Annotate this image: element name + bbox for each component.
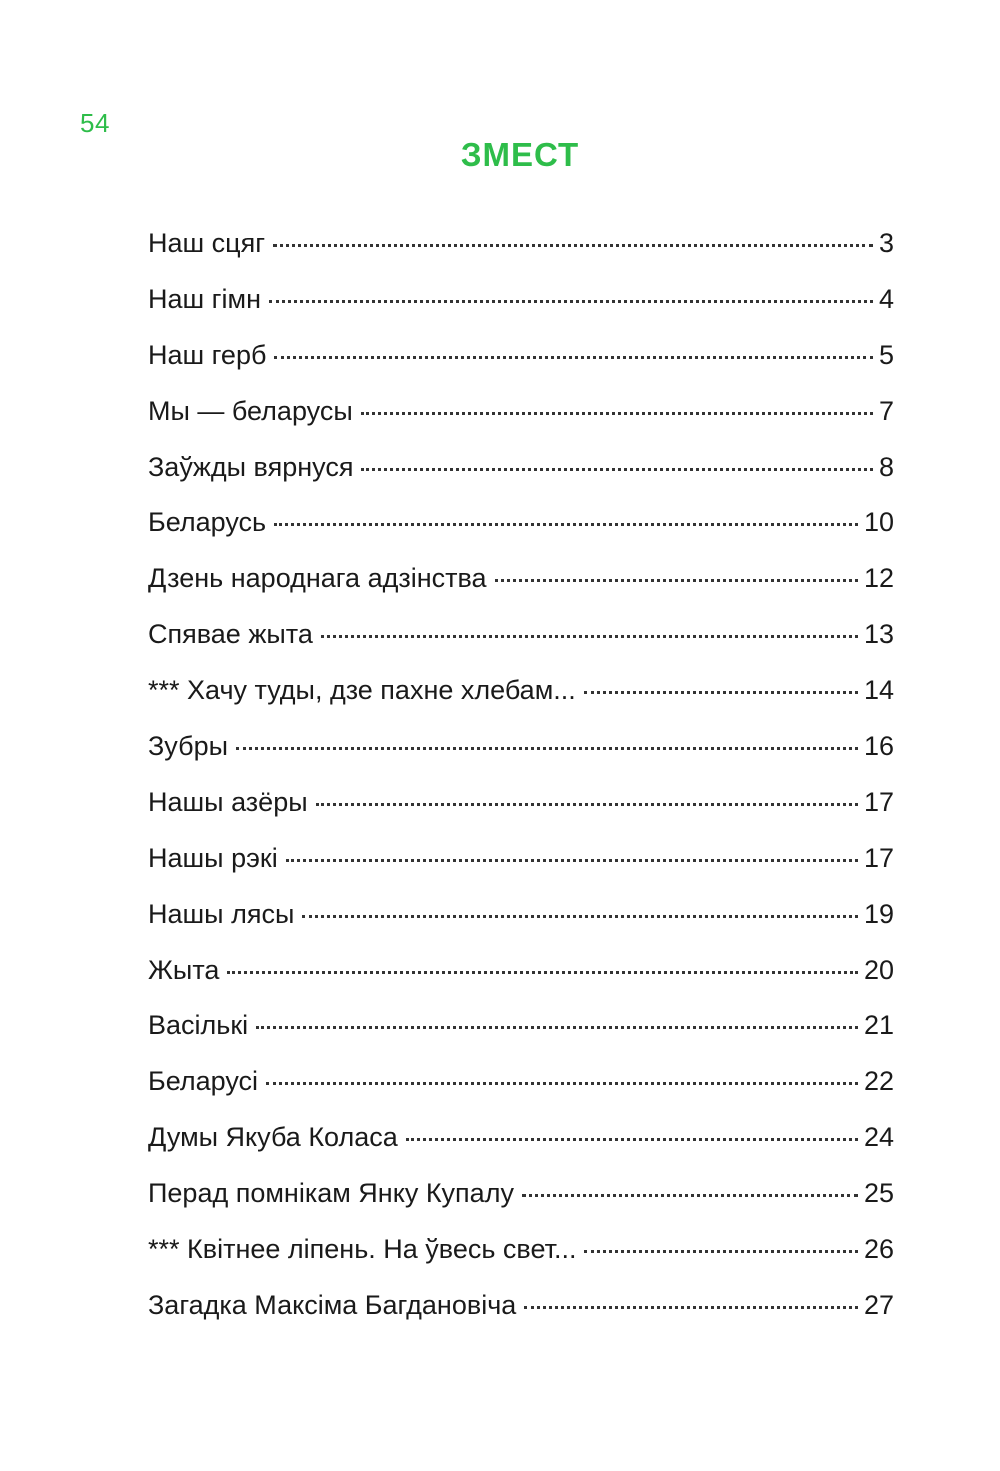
toc-entry-title: Загадка Максіма Багдановіча [148, 1289, 517, 1320]
toc-entry-page: 3 [878, 228, 894, 258]
toc-entry[interactable] [148, 276, 894, 332]
dot-leader [227, 971, 858, 974]
dot-leader [266, 1082, 858, 1085]
toc-entry-title: Зубры [148, 731, 228, 762]
toc-entry-title: Васількі [148, 1010, 249, 1041]
toc-entry-page: 17 [863, 786, 894, 817]
toc-entry-page: 22 [863, 1066, 894, 1097]
toc-entry-page: 17 [863, 842, 894, 873]
toc-entry-page: 8 [878, 451, 894, 482]
toc-entry[interactable] [148, 444, 894, 500]
toc-entry-title: Нашы азёры [148, 786, 308, 817]
toc-entry[interactable] [148, 388, 894, 444]
toc-entry[interactable] [148, 332, 894, 388]
toc-entry-title: Мы — беларусы [148, 395, 353, 426]
toc-entry-title: *** Хачу туды, дзе пахне хлебам... [148, 675, 576, 706]
toc-entry[interactable] [148, 723, 894, 779]
toc-entry[interactable] [148, 1170, 894, 1226]
toc-entry-page: 5 [878, 339, 894, 370]
toc-entry-title: Наш сцяг [148, 228, 266, 258]
toc-entry-page: 20 [863, 954, 894, 985]
dot-leader [321, 635, 858, 638]
toc-entry-title: Дзень народнага адзінства [148, 563, 487, 594]
toc-entry-title: *** Квітнее ліпень. На ўвесь свет... [148, 1234, 577, 1265]
dot-leader [316, 803, 858, 806]
toc-entry-page: 25 [863, 1178, 894, 1209]
dot-leader [269, 300, 873, 303]
toc-entry[interactable] [148, 1058, 894, 1114]
toc-entry[interactable] [148, 1226, 894, 1282]
dot-leader [274, 356, 873, 359]
dot-leader [274, 523, 858, 526]
toc-entry-title: Нашы рэкі [148, 842, 278, 873]
toc-entry-title: Спявае жыта [148, 619, 313, 650]
toc-entry-page: 14 [863, 675, 894, 706]
toc-entry-page: 19 [863, 898, 894, 929]
toc-entry[interactable] [148, 1002, 894, 1058]
dot-leader [524, 1306, 858, 1309]
toc-entry[interactable] [148, 220, 894, 276]
toc-entry[interactable] [148, 611, 894, 667]
toc-entry-page: 26 [863, 1234, 894, 1265]
toc-entry-page: 12 [863, 563, 894, 594]
dot-leader [302, 915, 858, 918]
dot-leader [406, 1138, 858, 1141]
toc-entry-page: 21 [863, 1010, 894, 1041]
toc-entry[interactable] [148, 555, 894, 611]
toc-entry-title: Наш гімн [148, 283, 261, 314]
toc-entry[interactable] [148, 499, 894, 555]
toc-entry[interactable] [148, 1114, 894, 1170]
toc-entry-page: 10 [863, 507, 894, 538]
toc-entry-title: Заўжды вярнуся [148, 451, 354, 482]
toc-entry-page: 27 [863, 1289, 894, 1320]
page-title: ЗМЕСТ [460, 136, 580, 173]
toc-entry[interactable] [148, 779, 894, 835]
toc-entry-title: Беларусі [148, 1066, 259, 1097]
dot-leader [286, 859, 858, 862]
table-of-contents [148, 220, 894, 1338]
toc-entry-page: 13 [863, 619, 894, 650]
toc-entry-page: 24 [863, 1122, 894, 1153]
toc-entry[interactable] [148, 835, 894, 891]
dot-leader [236, 747, 858, 750]
dot-leader [584, 691, 858, 694]
dot-leader [273, 244, 873, 247]
toc-entry-title: Беларусь [148, 507, 267, 538]
toc-entry-title: Жыта [148, 954, 220, 985]
dot-leader [495, 579, 858, 582]
toc-entry-title: Думы Якуба Коласа [148, 1122, 398, 1153]
toc-entry[interactable] [148, 891, 894, 947]
toc-entry-page: 4 [878, 283, 894, 314]
toc-entry-title: Перад помнікам Янку Купалу [148, 1178, 514, 1209]
toc-entry[interactable] [148, 1282, 894, 1338]
toc-entry[interactable] [148, 667, 894, 723]
toc-entry-page: 16 [863, 731, 894, 762]
dot-leader [584, 1250, 857, 1253]
dot-leader [256, 1026, 858, 1029]
dot-leader [361, 412, 873, 415]
toc-entry[interactable] [148, 947, 894, 1003]
toc-entry-title: Наш герб [148, 339, 267, 370]
dot-leader [361, 468, 873, 471]
dot-leader [522, 1194, 858, 1197]
toc-entry-title: Нашы лясы [148, 898, 295, 929]
page-number: 54 [80, 108, 110, 138]
toc-entry-page: 7 [878, 395, 894, 426]
